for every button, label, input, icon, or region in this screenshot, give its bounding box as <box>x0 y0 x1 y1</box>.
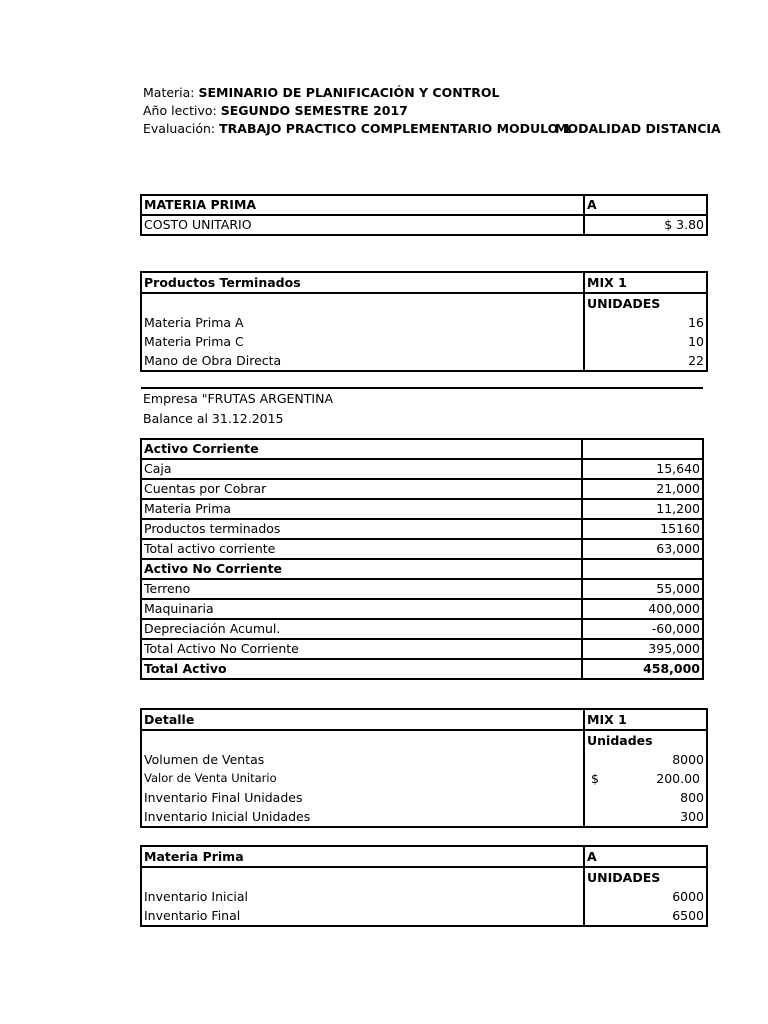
row-label: Total activo corriente <box>141 539 582 559</box>
table-row <box>141 409 703 429</box>
row-value: 10 <box>688 334 704 349</box>
anio-label: Año lectivo: <box>143 103 221 118</box>
productos-subheader: UNIDADES <box>587 296 661 311</box>
mp-inv-subheader: UNIDADES <box>587 870 661 885</box>
productos-terminados-table <box>140 271 708 372</box>
table-row <box>141 499 703 519</box>
header-anio <box>143 102 723 120</box>
row-label: Cuentas por Cobrar <box>141 479 582 499</box>
row-value: 16 <box>688 315 704 330</box>
table-row <box>141 659 703 679</box>
table-row <box>141 788 707 807</box>
table-row <box>141 906 707 926</box>
row-value: 21,000 <box>582 479 703 499</box>
row-value: 15160 <box>582 519 703 539</box>
volumen-label: Volumen de Ventas <box>141 750 584 769</box>
table-row <box>141 272 707 293</box>
inv-final-label: Inventario Final Unidades <box>141 788 584 807</box>
valor-cell <box>587 769 704 788</box>
table-row <box>141 846 707 867</box>
table-row <box>141 195 707 215</box>
materia-prima-inventario-table <box>140 845 708 927</box>
costo-unitario-value: $ 3.80 <box>584 215 707 235</box>
inv-final-value: 800 <box>680 790 704 805</box>
table-row <box>141 887 707 906</box>
detalle-header: Detalle <box>141 709 584 730</box>
detalle-table <box>140 708 708 828</box>
table-row <box>141 559 703 579</box>
table-row <box>141 619 703 639</box>
mp-inv-col-header: A <box>584 846 707 867</box>
productos-col-header: MIX 1 <box>584 272 707 293</box>
row-value: 15,640 <box>582 459 703 479</box>
anio-value: SEGUNDO SEMESTRE 2017 <box>220 103 408 118</box>
table-row <box>141 807 707 827</box>
row-label: Mano de Obra Directa <box>141 351 584 371</box>
detalle-col-header: MIX 1 <box>584 709 707 730</box>
empresa-name: Empresa "FRUTAS ARGENTINA <box>143 391 334 406</box>
row-value: 6500 <box>672 908 704 923</box>
total-activo-label: Total Activo <box>141 659 582 679</box>
row-value: 6000 <box>672 889 704 904</box>
row-value: 55,000 <box>582 579 703 599</box>
row-value: 395,000 <box>582 639 703 659</box>
eval-value: TRABAJO PRACTICO COMPLEMENTARIO MODULO 1 <box>219 121 572 136</box>
table-row <box>141 639 703 659</box>
row-label: Depreciación Acumul. <box>141 619 582 639</box>
document-header <box>143 84 723 138</box>
table-row <box>141 519 703 539</box>
table-row <box>141 769 707 788</box>
productos-header: Productos Terminados <box>141 272 584 293</box>
table-row <box>141 215 707 235</box>
materia-value: SEMINARIO DE PLANIFICACIÓN Y CONTROL <box>198 85 500 100</box>
row-value: 63,000 <box>582 539 703 559</box>
mp-header: MATERIA PRIMA <box>141 195 584 215</box>
activo-corriente-heading: Activo Corriente <box>141 439 582 459</box>
table-row <box>141 388 703 409</box>
eval-label: Evaluación: <box>143 121 220 136</box>
table-row <box>141 750 707 769</box>
currency-symbol: $ <box>591 771 599 786</box>
valor-value: 200.00 <box>656 771 700 786</box>
table-row <box>141 867 707 887</box>
table-row <box>141 579 703 599</box>
table-row <box>141 730 707 750</box>
row-value: 11,200 <box>582 499 703 519</box>
table-row <box>141 293 707 313</box>
header-materia <box>143 84 723 102</box>
row-label: Inventario Final <box>141 906 584 926</box>
materia-prima-costo-table <box>140 194 708 236</box>
row-value: -60,000 <box>582 619 703 639</box>
inv-inicial-value: 300 <box>680 809 704 824</box>
mp-inv-header: Materia Prima <box>141 846 584 867</box>
header-evaluacion <box>143 120 723 138</box>
table-row <box>141 479 703 499</box>
row-label: Productos terminados <box>141 519 582 539</box>
row-label: Maquinaria <box>141 599 582 619</box>
table-row <box>141 459 703 479</box>
mp-col-header: A <box>584 195 707 215</box>
row-label: Terreno <box>141 579 582 599</box>
inv-inicial-label: Inventario Inicial Unidades <box>141 807 584 827</box>
row-label: Materia Prima <box>141 499 582 519</box>
table-row <box>141 709 707 730</box>
table-row <box>141 332 707 351</box>
table-row <box>141 599 703 619</box>
row-label: Materia Prima A <box>141 313 584 332</box>
activo-no-corriente-heading: Activo No Corriente <box>141 559 582 579</box>
balance-date: Balance al 31.12.2015 <box>143 411 284 426</box>
valor-label: Valor de Venta Unitario <box>141 769 584 788</box>
materia-label: Materia: <box>143 85 199 100</box>
row-label: Inventario Inicial <box>141 887 584 906</box>
row-value: 22 <box>688 353 704 368</box>
table-row <box>141 439 703 459</box>
table-row <box>141 313 707 332</box>
row-label: Caja <box>141 459 582 479</box>
modalidad: MODALIDAD DISTANCIA <box>555 121 721 136</box>
costo-unitario-label: COSTO UNITARIO <box>141 215 584 235</box>
row-label: Total Activo No Corriente <box>141 639 582 659</box>
row-value: 400,000 <box>582 599 703 619</box>
table-row <box>141 351 707 371</box>
detalle-subheader: Unidades <box>587 733 653 748</box>
volumen-value: 8000 <box>672 752 704 767</box>
total-activo-value: 458,000 <box>582 659 703 679</box>
table-row <box>141 539 703 559</box>
balance-table <box>140 387 704 680</box>
row-label: Materia Prima C <box>141 332 584 351</box>
